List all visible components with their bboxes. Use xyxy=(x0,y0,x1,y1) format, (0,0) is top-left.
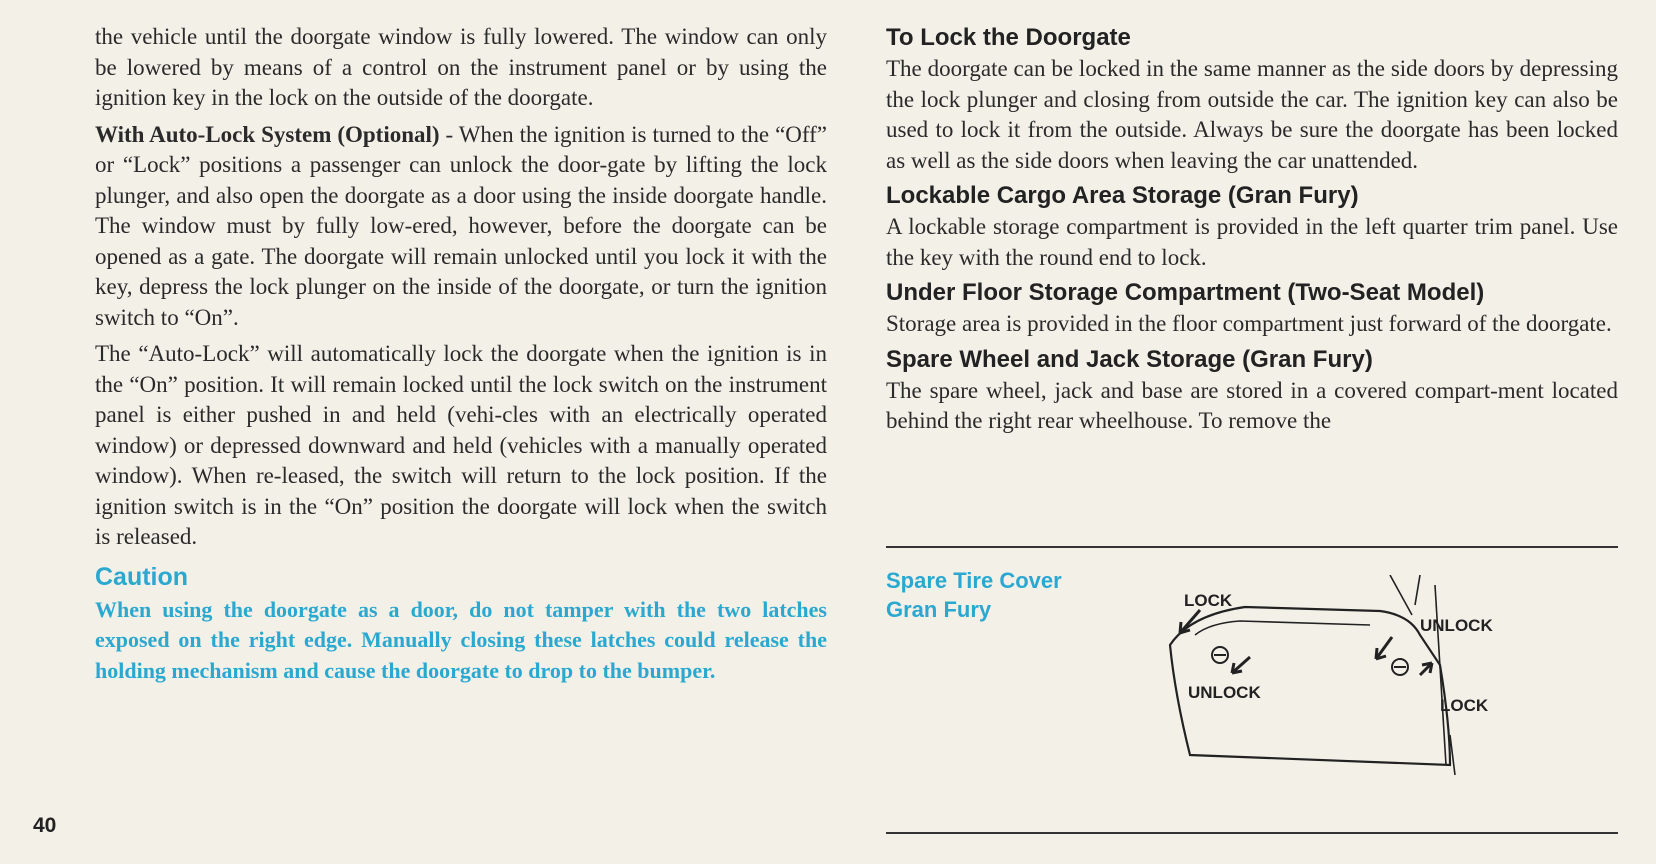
caution-heading: Caution xyxy=(95,562,189,591)
caution-text: When using the doorgate as a door, do not tamper with the two latches exposed on the right edge. Manually closing these latches could release the holding mechanism and cause the doorgate to drop to the bumper. xyxy=(95,596,827,683)
trim-line-2 xyxy=(1415,575,1420,605)
figure-caption xyxy=(886,566,1062,624)
heading-underfloor-storage: Under Floor Storage Compartment (Two-Seat Model) xyxy=(886,279,1485,306)
spare-tire-cover-diagram xyxy=(1150,575,1530,790)
auto-lock-lead: With Auto-Lock System (Optional) xyxy=(95,121,440,147)
paragraph-spare-wheel: The spare wheel, jack and base are stored in a covered compart-ment located behind the right rear wheelhouse. To remove the xyxy=(886,377,1618,433)
figure-top-rule xyxy=(886,546,1618,548)
paragraph-auto-lock-behavior: The “Auto-Lock” will automatically lock the doorgate when the ignition is in the “On” position. It will remain locked until the lock switch on the instrument panel is either pushed in and held (vehi-cles with an electrically operated window) or depressed downward and held (vehicles with a manually operated window). When re-leased, the switch will return to the lock position. If the ignition switch is in the “On” position the doorgate will lock when the switch is released. xyxy=(95,341,827,549)
heading-spare-wheel: Spare Wheel and Jack Storage (Gran Fury) xyxy=(886,345,1373,373)
figure-bottom-rule xyxy=(886,832,1618,834)
label-unlock-right: UNLOCK xyxy=(1420,616,1493,635)
label-unlock-left: UNLOCK xyxy=(1188,683,1261,702)
label-lock-right: LOCK xyxy=(1440,696,1489,715)
right-column xyxy=(886,22,1618,437)
paragraph-cargo-storage: A lockable storage compartment is provided in the left quarter trim panel. Use the key with the round end to lock. xyxy=(886,214,1618,270)
paragraph-auto-lock xyxy=(95,120,827,334)
trim-line-3 xyxy=(1435,585,1446,765)
trim-line-1 xyxy=(1390,575,1412,615)
heading-cargo-storage: Lockable Cargo Area Storage (Gran Fury) xyxy=(886,182,1359,209)
figure-caption-model: Gran Fury xyxy=(886,597,992,622)
page-number: 40 xyxy=(33,814,57,837)
paragraph-lock-doorgate: The doorgate can be locked in the same manner as the side doors by depressing the lock plunger and closing from outside the car. The ignition key can also be used to lock it from the outside. Always be sure the doorgate has been locked as well as the side doors when leaving the car unattended. xyxy=(886,56,1618,173)
paragraph-underfloor-storage: Storage area is provided in the floor compartment just forward of the doorgate. xyxy=(886,311,1612,336)
left-column xyxy=(95,22,827,686)
auto-lock-body: - When the ignition is turned to the “Off” or “Lock” positions a passenger can unlock the door-gate by lifting the lock plunger, and also open the doorgate as a door using the inside doorgate handle. The window must by fully low-ered, however, before the doorgate can be opened as a gate. The doorgate will remain unlocked until you lock it with the key, depress the lock plunger on the inside of the doorgate, or turn the ignition switch to “On”. xyxy=(95,121,827,330)
paragraph-window-lowering: the vehicle until the doorgate window is fully lowered. The window can only be lowered by means of a control on the instrument panel or by using the ignition key in the lock on the outside of the doorgate. xyxy=(95,24,827,110)
heading-lock-doorgate: To Lock the Doorgate xyxy=(886,24,1131,51)
figure-caption-title: Spare Tire Cover xyxy=(886,568,1062,593)
label-lock-left: LOCK xyxy=(1184,591,1233,610)
cover-inner-edge xyxy=(1195,621,1370,635)
